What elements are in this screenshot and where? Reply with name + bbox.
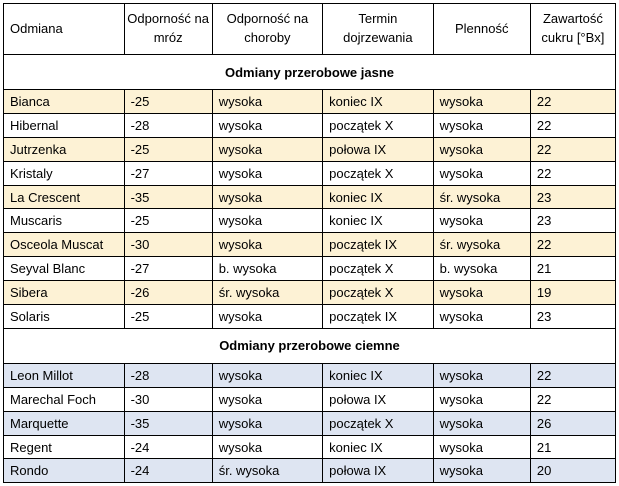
cell-disease-resistance: wysoka [212,305,322,329]
table-row [4,90,616,114]
cell-frost-resistance: -25 [124,305,212,329]
cell-frost-resistance: -35 [124,411,212,435]
cell-variety: Rondo [4,459,125,483]
cell-sugar-content: 21 [530,257,615,281]
cell-yield: wysoka [433,281,530,305]
table-row [4,161,616,185]
header-frost-resistance: Odporność na mróz [124,4,212,55]
cell-frost-resistance: -26 [124,281,212,305]
cell-frost-resistance: -24 [124,459,212,483]
cell-ripening-time: początek X [323,257,433,281]
cell-variety: Marechal Foch [4,387,125,411]
cell-sugar-content: 22 [530,113,615,137]
cell-disease-resistance: śr. wysoka [212,281,322,305]
cell-disease-resistance: wysoka [212,387,322,411]
cell-frost-resistance: -30 [124,233,212,257]
table-row [4,435,616,459]
cell-sugar-content: 22 [530,90,615,114]
table-row [4,459,616,483]
cell-disease-resistance: wysoka [212,411,322,435]
cell-yield: wysoka [433,161,530,185]
header-yield: Plenność [433,4,530,55]
cell-frost-resistance: -28 [124,113,212,137]
header-ripening-time: Termin dojrzewania [323,4,433,55]
cell-sugar-content: 21 [530,435,615,459]
cell-variety: Solaris [4,305,125,329]
cell-variety: Sibera [4,281,125,305]
section-title: Odmiany przerobowe ciemne [4,328,616,363]
table-row [4,137,616,161]
table-row [4,185,616,209]
cell-sugar-content: 19 [530,281,615,305]
table-row [4,305,616,329]
cell-frost-resistance: -25 [124,137,212,161]
cell-sugar-content: 23 [530,305,615,329]
cell-disease-resistance: wysoka [212,137,322,161]
header-disease-resistance: Odporność na choroby [212,4,322,55]
table-row [4,281,616,305]
cell-disease-resistance: śr. wysoka [212,459,322,483]
cell-variety: Leon Millot [4,363,125,387]
cell-variety: Muscaris [4,209,125,233]
cell-ripening-time: początek IX [323,233,433,257]
cell-ripening-time: początek X [323,113,433,137]
grape-varieties-table [3,3,616,483]
cell-ripening-time: koniec IX [323,209,433,233]
cell-variety: Seyval Blanc [4,257,125,281]
cell-sugar-content: 22 [530,387,615,411]
cell-yield: wysoka [433,387,530,411]
cell-sugar-content: 23 [530,185,615,209]
cell-ripening-time: początek X [323,281,433,305]
cell-disease-resistance: wysoka [212,363,322,387]
cell-disease-resistance: wysoka [212,209,322,233]
cell-yield: wysoka [433,90,530,114]
cell-variety: Marquette [4,411,125,435]
cell-frost-resistance: -25 [124,90,212,114]
cell-ripening-time: koniec IX [323,90,433,114]
cell-variety: La Crescent [4,185,125,209]
cell-variety: Regent [4,435,125,459]
cell-frost-resistance: -28 [124,363,212,387]
cell-yield: wysoka [433,137,530,161]
cell-yield: wysoka [433,435,530,459]
cell-yield: wysoka [433,209,530,233]
cell-ripening-time: koniec IX [323,435,433,459]
cell-frost-resistance: -27 [124,161,212,185]
table-row [4,363,616,387]
cell-yield: wysoka [433,411,530,435]
cell-disease-resistance: wysoka [212,113,322,137]
section-header-row [4,55,616,90]
cell-ripening-time: początek IX [323,305,433,329]
cell-sugar-content: 22 [530,233,615,257]
cell-disease-resistance: b. wysoka [212,257,322,281]
cell-sugar-content: 22 [530,137,615,161]
cell-ripening-time: początek X [323,411,433,435]
cell-sugar-content: 20 [530,459,615,483]
cell-disease-resistance: wysoka [212,161,322,185]
cell-variety: Jutrzenka [4,137,125,161]
cell-frost-resistance: -27 [124,257,212,281]
cell-yield: wysoka [433,305,530,329]
table-row [4,411,616,435]
cell-variety: Kristaly [4,161,125,185]
cell-ripening-time: połowa IX [323,459,433,483]
header-variety: Odmiana [4,4,125,55]
cell-yield: b. wysoka [433,257,530,281]
table-row [4,233,616,257]
cell-ripening-time: koniec IX [323,363,433,387]
cell-frost-resistance: -24 [124,435,212,459]
header-row [4,4,616,55]
cell-ripening-time: połowa IX [323,387,433,411]
cell-variety: Osceola Muscat [4,233,125,257]
cell-yield: śr. wysoka [433,185,530,209]
cell-yield: wysoka [433,459,530,483]
cell-yield: śr. wysoka [433,233,530,257]
section-header-row [4,328,616,363]
cell-sugar-content: 23 [530,209,615,233]
cell-sugar-content: 26 [530,411,615,435]
cell-frost-resistance: -30 [124,387,212,411]
cell-disease-resistance: wysoka [212,185,322,209]
cell-variety: Hibernal [4,113,125,137]
section-title: Odmiany przerobowe jasne [4,55,616,90]
table-row [4,209,616,233]
table-row [4,387,616,411]
table-body [4,55,616,483]
cell-disease-resistance: wysoka [212,435,322,459]
cell-disease-resistance: wysoka [212,90,322,114]
cell-ripening-time: koniec IX [323,185,433,209]
cell-frost-resistance: -35 [124,185,212,209]
table-row [4,113,616,137]
cell-variety: Bianca [4,90,125,114]
cell-yield: wysoka [433,113,530,137]
cell-frost-resistance: -25 [124,209,212,233]
cell-sugar-content: 22 [530,363,615,387]
header-sugar-content: Zawartość cukru [°Bx] [530,4,615,55]
cell-sugar-content: 22 [530,161,615,185]
cell-yield: wysoka [433,363,530,387]
cell-ripening-time: połowa IX [323,137,433,161]
table-row [4,257,616,281]
cell-disease-resistance: wysoka [212,233,322,257]
cell-ripening-time: początek X [323,161,433,185]
